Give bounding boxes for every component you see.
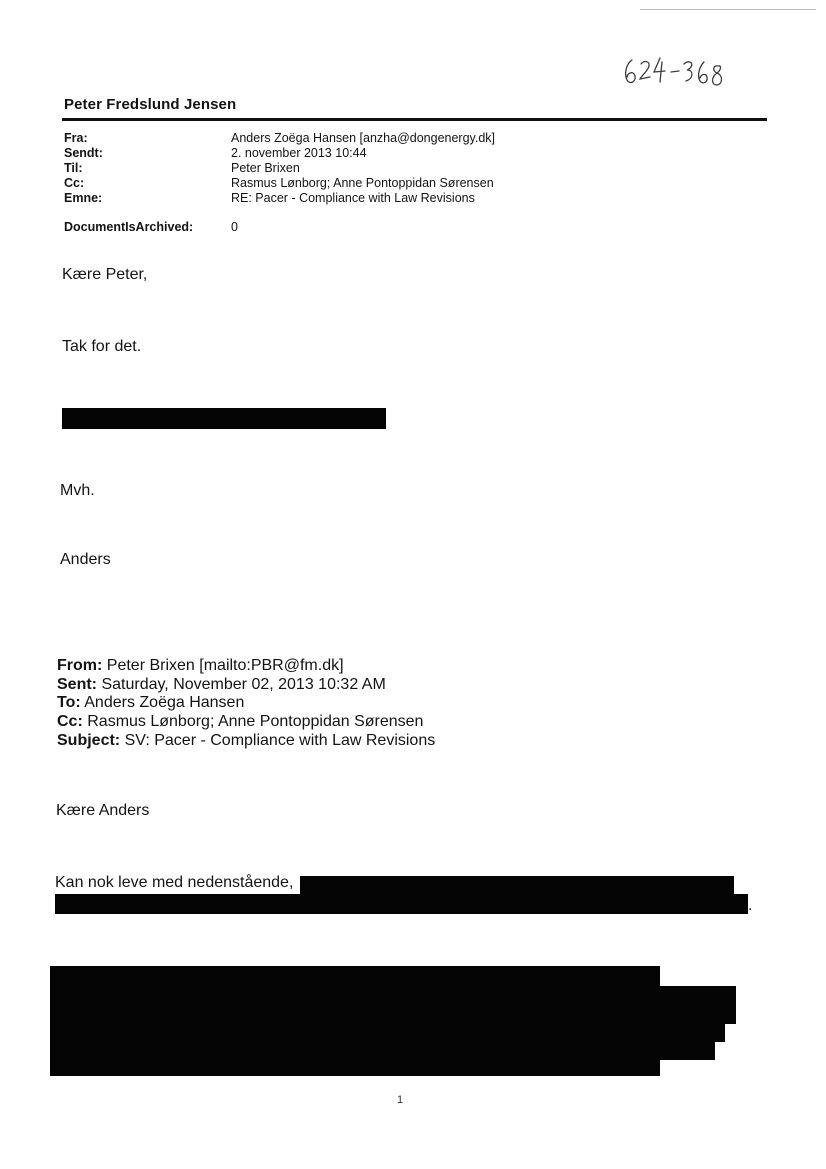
to-value: Peter Brixen <box>231 161 300 175</box>
redaction-block <box>50 986 736 1024</box>
reply-greeting: Kære Peter, <box>62 266 148 283</box>
cc-label: Cc: <box>64 176 85 190</box>
reply-closing: Mvh. <box>60 482 95 499</box>
subject-label: Emne: <box>64 191 103 205</box>
fwd-to-line <box>57 694 244 712</box>
reply-line: Tak for det. <box>62 338 142 355</box>
sent-value: 2. november 2013 10:44 <box>231 146 367 160</box>
sent-label: Sendt: <box>64 146 103 160</box>
reply-signature: Anders <box>60 551 111 568</box>
to-label: Til: <box>64 161 83 175</box>
archived-value: 0 <box>231 220 238 234</box>
fwd-sent-line <box>57 676 386 694</box>
redaction-block <box>50 1058 486 1076</box>
fwd-sent-value: Saturday, November 02, 2013 10:32 AM <box>101 676 386 693</box>
from-label: Fra: <box>64 131 88 145</box>
sender-name: Peter Fredslund Jensen <box>64 96 237 113</box>
fwd-from-line <box>57 657 344 675</box>
fwd-cc-value: Rasmus Lønborg; Anne Pontoppidan Sørensen <box>87 713 424 730</box>
handwritten-reference-number <box>622 52 732 96</box>
fwd-cc-line <box>57 713 423 731</box>
fwd-body-line: Kan nok leve med nedenstående, <box>55 874 294 891</box>
fwd-cc-label: Cc: <box>57 713 83 730</box>
redaction-block <box>50 1020 725 1042</box>
redaction-block <box>300 876 734 895</box>
cc-value: Rasmus Lønborg; Anne Pontoppidan Sørensen <box>231 176 494 190</box>
fwd-to-value: Anders Zoëga Hansen <box>84 694 245 711</box>
fwd-subject-line <box>57 732 435 750</box>
fwd-subject-label: Subject: <box>57 732 121 749</box>
archived-label: DocumentIsArchived: <box>64 220 194 234</box>
scan-top-line <box>640 9 816 10</box>
fwd-from-value: Peter Brixen [mailto:PBR@fm.dk] <box>106 657 344 674</box>
subject-value: RE: Pacer - Compliance with Law Revisions <box>231 191 475 205</box>
from-value: Anders Zoëga Hansen [anzha@dongenergy.dk] <box>231 131 496 145</box>
page-mark: 1 <box>397 1094 404 1106</box>
fwd-trailing-period: . <box>748 897 753 914</box>
fwd-sent-label: Sent: <box>57 676 97 693</box>
fwd-subject-value: SV: Pacer - Compliance with Law Revisions <box>124 732 436 749</box>
fwd-greeting: Kære Anders <box>56 802 150 819</box>
fwd-to-label: To: <box>57 694 81 711</box>
redaction-block <box>50 1040 715 1060</box>
redaction-block <box>55 894 748 914</box>
header-divider <box>62 118 767 121</box>
redaction-block <box>62 408 386 429</box>
fwd-from-label: From: <box>57 657 103 674</box>
